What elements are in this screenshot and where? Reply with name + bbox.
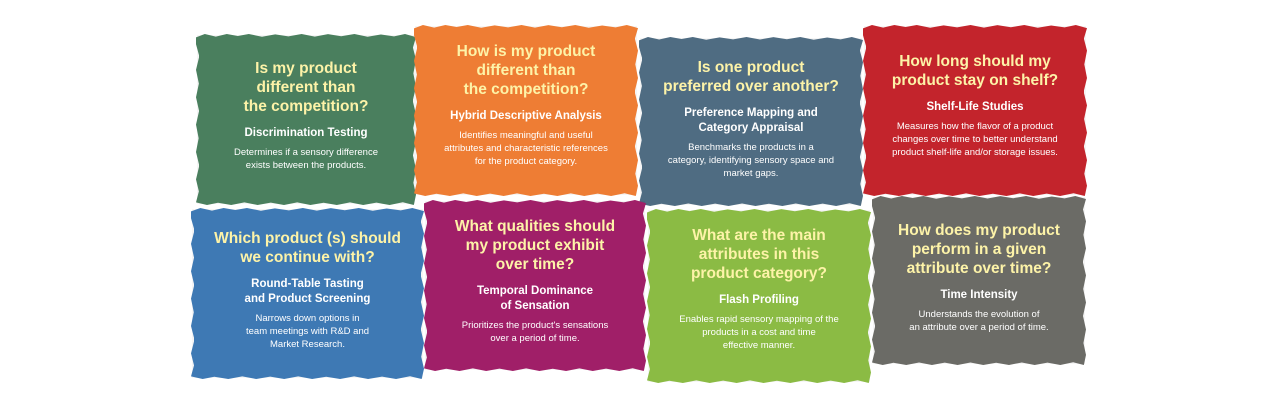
card-question: How does my product perform in a given attribute over time? — [898, 222, 1060, 277]
card-question: What are the main attributes in this product category? — [690, 227, 828, 282]
card-temporal-dominance — [427, 203, 643, 368]
card-method: Discrimination Testing — [244, 127, 368, 139]
card-description: Prioritizes the product's sensations over a period of time. — [461, 320, 609, 344]
card-method: Round-Table Tasting and Product Screening — [244, 278, 371, 305]
card-description: Enables rapid sensory mapping of the products in a cost and time effective manner. — [679, 314, 839, 351]
card-method: Flash Profiling — [719, 294, 799, 306]
card-shelf-life-studies — [866, 28, 1084, 193]
card-method: Preference Mapping and Category Appraisal — [684, 107, 818, 134]
card-question: What qualities should my product exhibit over time? — [454, 218, 616, 273]
card-hybrid-descriptive-analysis — [417, 28, 635, 193]
card-description: Benchmarks the products in a category, identifying sensory space and market gaps. — [667, 142, 835, 179]
card-question: Is my product different than the competition? — [243, 60, 369, 115]
card-round-table-tasting — [194, 211, 421, 376]
card-description: Determines if a sensory difference exists between the products. — [234, 147, 378, 171]
card-discrimination-testing — [199, 37, 413, 202]
card-question: How is my product different than the competition? — [456, 43, 596, 98]
card-description: Measures how the flavor of a product changes over time to better understand product shelf-life and/or storage issues. — [892, 121, 1058, 158]
card-question: How long should my product stay on shelf? — [891, 53, 1059, 89]
card-question: Which product (s) should we continue with? — [214, 230, 401, 266]
card-method: Temporal Dominance of Sensation — [476, 285, 594, 312]
card-method: Time Intensity — [940, 289, 1018, 301]
card-method: Shelf-Life Studies — [926, 101, 1024, 113]
card-description: Narrows down options in team meetings with R&D and Market Research. — [245, 313, 370, 350]
card-preference-mapping — [642, 40, 860, 203]
card-time-intensity — [875, 199, 1083, 362]
card-description: Identifies meaningful and useful attributes and characteristic references for the product category. — [444, 130, 608, 167]
card-flash-profiling — [650, 212, 868, 380]
card-description: Understands the evolution of an attribute over a period of time. — [909, 309, 1049, 333]
card-method: Hybrid Descriptive Analysis — [450, 110, 602, 122]
card-question: Is one product preferred over another? — [663, 59, 839, 95]
